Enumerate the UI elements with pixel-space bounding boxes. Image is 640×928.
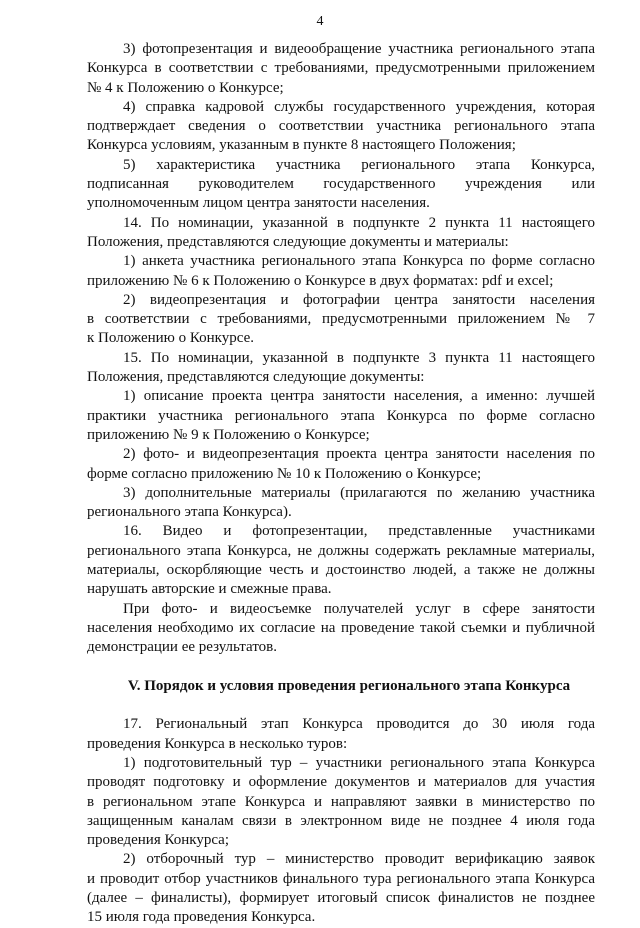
text-line: 15 июля года проведения Конкурса.: [87, 909, 316, 926]
text-line: 1) подготовительный тур – участники регионального этапа Конкурса: [123, 754, 595, 771]
text-line: 14. По номинации, указанной в подпункте 2 пункта 11 настоящего: [123, 214, 595, 231]
text-line: № 4 к Положению о Конкурсе;: [87, 79, 284, 96]
body-text-block: [87, 715, 595, 927]
text-line: Положения, представляются следующие документы и материалы:: [87, 233, 509, 250]
section-heading: V. Порядок и условия проведения регионального этапа Конкурса: [127, 677, 571, 694]
text-line: в соответствии с требованиями, предусмотренными приложением № 7: [87, 311, 595, 328]
text-line: При фото- и видеосъемке получателей услуг в сфере занятости: [123, 600, 595, 617]
text-line: проведения Конкурса в несколько туров:: [87, 735, 348, 752]
text-line: практики участника регионального этапа Конкурса по форме согласно: [87, 407, 595, 424]
text-line: (далее – финалисты), формирует итоговый список финалистов не позднее: [87, 890, 595, 907]
text-line: 2) видеопрезентация и фотографии центра занятости населения: [123, 291, 595, 308]
section-spacer-top: [87, 658, 595, 677]
text-line: 15. По номинации, указанной в подпункте 3 пункта 11 настоящего: [123, 349, 595, 366]
text-line: подписанная руководителем государственного учреждения или: [87, 176, 595, 193]
body-text-block: [87, 40, 595, 658]
text-line: приложению № 9 к Положению о Конкурсе;: [87, 426, 370, 443]
text-line: 3) фотопрезентация и видеообращение участника регионального этапа: [123, 41, 595, 57]
page-number: 4: [316, 14, 324, 29]
text-line: приложению № 6 к Положению о Конкурсе в двух форматах: pdf и excel;: [87, 272, 554, 289]
text-line: материалы, оскорбляющие честь и достоинство людей, а также не должны: [87, 562, 595, 579]
text-line: регионального этапа Конкурса).: [87, 504, 292, 521]
text-line: 4) справка кадровой службы государственного учреждения, которая: [123, 98, 595, 115]
text-line: 3) дополнительные материалы (прилагаются по желанию участника: [123, 484, 595, 501]
text-line: населения необходимо их согласие на проведение такой съемки и публичной: [87, 619, 595, 636]
text-line: Конкурса в соответствии с требованиями, предусмотренными приложением: [87, 60, 595, 77]
text-line: в региональном этапе Конкурса и направляют заявки в министерство по: [87, 793, 595, 810]
text-line: уполномоченным лицом центра занятости населения.: [87, 195, 430, 212]
text-line: форме согласно приложению № 10 к Положению о Конкурсе;: [87, 465, 482, 482]
text-line: и проводит отбор участников финального тура регионального этапа Конкурса: [87, 870, 595, 887]
section-spacer-bottom: [87, 696, 595, 715]
text-line: Конкурса условиям, указанным в пункте 8 настоящего Положения;: [87, 137, 516, 154]
text-line: Положения, представляются следующие документы:: [87, 369, 425, 386]
text-line: проведения Конкурса;: [87, 832, 230, 849]
text-line: 1) анкета участника регионального этапа Конкурса по форме согласно: [123, 253, 595, 270]
text-line: защищенным каналам связи в электронном виде не позднее 4 июля года: [87, 812, 595, 829]
text-line: подтверждает сведения о соответствии участника регионального этапа: [87, 118, 595, 135]
text-line: 2) отборочный тур – министерство проводит верификацию заявок: [123, 851, 595, 868]
text-line: 5) характеристика участника регионального этапа Конкурса,: [123, 156, 595, 173]
text-line: к Положению о Конкурсе.: [87, 330, 254, 347]
text-line: 1) описание проекта центра занятости населения, а именно: лучшей: [123, 388, 595, 405]
text-line: 17. Региональный этап Конкурса проводится до 30 июля года: [123, 716, 595, 733]
document-body: [87, 40, 595, 928]
text-line: проводят подготовку и оформление документов и материалов для участия: [87, 774, 595, 791]
text-line: регионального этапа Конкурса, не должны содержать рекламные материалы,: [87, 542, 595, 559]
text-line: 16. Видео и фотопрезентации, представленные участниками: [123, 523, 595, 540]
text-line: нарушать авторские и смежные права.: [87, 581, 332, 598]
text-line: 2) фото- и видеопрезентация проекта центра занятости населения по: [123, 446, 595, 463]
text-line: демонстрации ее результатов.: [87, 639, 278, 656]
